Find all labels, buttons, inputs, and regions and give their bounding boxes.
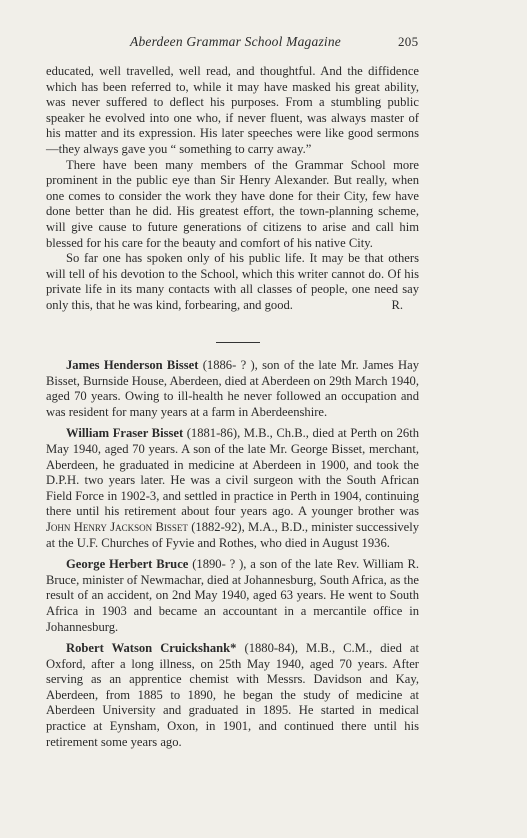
obituary-name: George Herbert Bruce (66, 557, 189, 572)
tribute-paragraph: There have been many members of the Grammar School more prominent in the public eye than Sir Henry Alexander. But really, when one comes to consider the work they have done for their City, few have done better than he did. His greatest effort, the town-planning scheme, will give cause to future generations of citizens to arise and call him blessed for his care for the beauty and comfort of his native City. (46, 157, 419, 250)
author-initial: R. (391, 297, 403, 312)
section-divider (216, 342, 260, 343)
obituary-text: (1890- ? ), a son of the late Rev. William R. Bruce, minister of Newmachar, died at Johannesburg, South Africa, as the result of an accident, on 2nd May 1940, aged 63 years. He went to South Africa in 1903 and became an accountant in a mercantile office in Johannesburg. (46, 557, 419, 634)
obituary-entry (46, 641, 419, 750)
obituary-related-name: John Henry Jackson Bisset (46, 519, 188, 534)
obituary-list (46, 358, 419, 756)
obituary-entry (46, 557, 419, 635)
running-title: Aberdeen Grammar School Magazine (130, 34, 341, 49)
obituary-text: (1880-84), M.B., C.M., died at Oxford, after a long illness, on 25th May 1940, aged 70 years. After serving as an apprentice chemist with Messrs. Davidson and Kay, Aberdeen, from 1885 to 1890, he began the study of medicine at Aberdeen University and graduated in 1895. He started in medical practice at Eynsham, Oxon, in 1901, and continued there until his retirement some years ago. (46, 641, 419, 749)
page-number: 205 (398, 34, 419, 49)
tribute-paragraph: educated, well travelled, well read, and thoughtful. And the diffidence which has been referred to, while it may have masked his great ability, was never suffered to deflect his purposes. From a stumbling public speaker he evolved into one who, if never fluent, was always master of his matter and its expression. His later speeches were like good sermons—they always gave you “ something to carry away.” (46, 64, 419, 156)
obituary-text: (1882-92), M.A., B.D., minister successively at the U.F. Churches of Fyvie and Rothes, who died in August 1936. (46, 519, 420, 550)
tribute-paragraph-final (46, 251, 419, 313)
tribute-continuation (46, 64, 419, 314)
obituary-name: Robert Watson Cruickshank* (66, 641, 237, 656)
obituary-entry (46, 358, 419, 420)
running-head (0, 34, 527, 54)
obituary-name: James Henderson Bisset (66, 358, 199, 372)
obituary-name: William Fraser Bisset (66, 426, 184, 441)
obituary-text: (1881-86), M.B., Ch.B., died at Perth on 26th May 1940, aged 70 years. A son of the late Mr. George Bisset, merchant, Aberdeen, he graduated in medicine at Aberdeen in 1900, and took the D.P.H. two years later. He was a civil surgeon with the South African Field Force in 1902-3, and settled in practice in Perth in 1904, continuing there until his retirement about four years ago. A younger brother was (46, 426, 419, 519)
tribute-paragraph-text: So far one has spoken only of his public life. It may be that others will tell of his devotion to the School, which this writer cannot do. Of his private life in its many contacts with all classes of people, one need say only this, that he was kind, forbearing, and good. (46, 251, 419, 312)
obituary-entry (46, 426, 419, 551)
obituary-text: (1886- ? ), son of the late Mr. James Hay Bisset, Burnside House, Aberdeen, died at Aberdeen on 29th March 1940, aged 70 years. Owing to ill-health he never followed an occupation and was resident for many years at a farm in Aberdeenshire. (46, 358, 419, 419)
